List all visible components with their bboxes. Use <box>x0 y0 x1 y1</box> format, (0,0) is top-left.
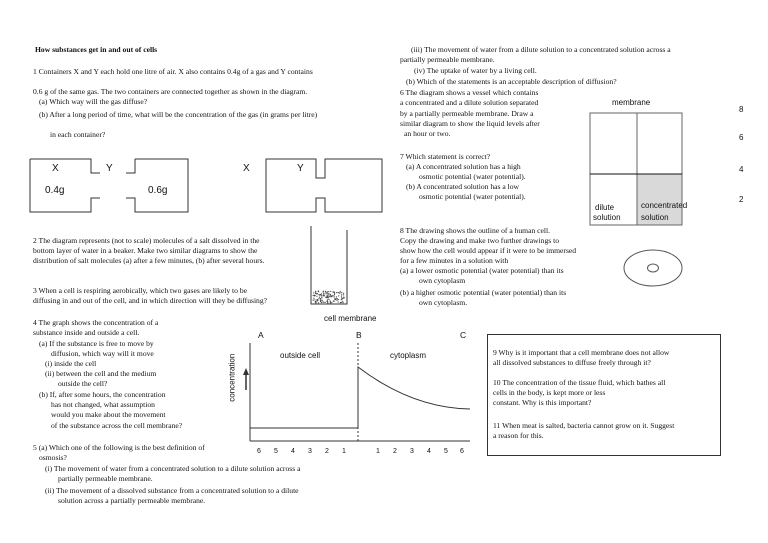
salt-molecule <box>331 302 332 303</box>
salt-molecule <box>336 300 337 301</box>
tick-label: 2 <box>393 448 397 455</box>
salt-molecule <box>328 299 329 300</box>
salt-molecule <box>318 302 319 303</box>
salt-molecule <box>314 295 315 296</box>
salt-molecule <box>327 291 328 292</box>
salt-molecule <box>315 302 316 303</box>
salt-molecule <box>330 291 331 292</box>
salt-molecule <box>338 295 339 296</box>
salt-molecule <box>343 298 344 299</box>
tick-label: 6 <box>460 448 464 455</box>
salt-molecule <box>322 301 323 302</box>
concentrated-label: concentrated <box>641 201 688 210</box>
salt-molecule <box>341 294 342 295</box>
salt-molecule <box>325 293 326 294</box>
human-cell-drawing <box>624 250 682 286</box>
q1-line: 1 Containers X and Y each hold one litre of air. X also contains 0.4g of a gas and Y contains <box>33 67 313 76</box>
salt-molecule <box>341 295 342 296</box>
salt-molecule <box>338 299 339 300</box>
q5-line: (iv) The uptake of water by a living cell. <box>414 66 537 75</box>
salt-molecule <box>325 291 326 292</box>
q2-line: bottom layer of water in a beaker. Make two similar diagrams to show the <box>33 246 258 255</box>
scale-label: 8 <box>739 105 744 114</box>
salt-molecule <box>338 301 339 302</box>
salt-molecule <box>321 302 322 303</box>
q8-line: for a few minutes in a solution with <box>400 256 509 265</box>
salt-molecule <box>320 298 321 299</box>
dilute-label: solution <box>593 213 621 222</box>
salt-molecule <box>343 302 344 303</box>
salt-molecule <box>313 298 314 299</box>
q4-line: substance inside and outside a cell. <box>33 328 140 337</box>
graph-label-b: B <box>356 330 362 340</box>
q4-line: (ii) between the cell and the medium <box>45 369 157 378</box>
salt-molecule <box>321 293 322 294</box>
q7-line: (b) A concentrated solution has a low <box>406 182 520 191</box>
q6-line: by a partially permeable membrane. Draw a <box>400 109 534 118</box>
q5-line: 5 (a) Which one of the following is the best definition of <box>33 443 205 452</box>
salt-molecule <box>343 294 344 295</box>
q5-line: (i) The movement of water from a concentrated solution to a dilute solution across a <box>45 464 301 473</box>
q2-line: 2 The diagram represents (not to scale) molecules of a salt dissolved in the <box>33 236 260 245</box>
tick-label: 3 <box>410 448 414 455</box>
graph-y-label: concentration <box>227 353 237 402</box>
salt-molecule <box>341 302 342 303</box>
salt-molecule <box>321 295 322 296</box>
outside-cell-label: outside cell <box>280 351 321 360</box>
salt-molecule <box>325 297 326 298</box>
q3-line: diffusing in and out of the cell, and in which direction will they be diffusing? <box>33 296 268 305</box>
salt-molecule <box>315 293 316 294</box>
q8-line: Copy the drawing and make two further drawings to <box>400 236 560 245</box>
salt-molecules <box>313 290 345 303</box>
salt-molecule <box>327 295 328 296</box>
dilute-label: dilute <box>595 203 615 212</box>
salt-molecule <box>315 301 316 302</box>
cytoplasm-label: cytoplasm <box>390 351 427 360</box>
salt-molecule <box>342 298 343 299</box>
q1-line: 0.6 g of the same gas. The two containers are connected together as shown in the diagram. <box>33 87 308 96</box>
salt-molecule <box>313 300 314 301</box>
salt-molecule <box>314 299 315 300</box>
amount-y: 0.6g <box>148 185 168 196</box>
salt-molecule <box>321 300 322 301</box>
tick-label: 1 <box>342 448 346 455</box>
q10-line: cells in the body, is kept more or less <box>493 388 606 397</box>
salt-molecule <box>334 296 335 297</box>
q6-line: an hour or two. <box>404 129 451 138</box>
salt-molecule <box>341 299 342 300</box>
arrow-head <box>243 368 249 375</box>
page-title: How substances get in and out of cells <box>35 45 158 54</box>
salt-molecule <box>323 294 324 295</box>
label-x-2: X <box>243 163 250 174</box>
salt-molecule <box>316 296 317 297</box>
salt-molecule <box>317 299 318 300</box>
q3-line: 3 When a cell is respiring aerobically, which two gases are likely to be <box>33 286 248 295</box>
q8-line: (a) a lower osmotic potential (water potential) than its <box>400 266 564 275</box>
salt-molecule <box>323 291 324 292</box>
q8-line: show how the cell would appear if it were to be immersed <box>400 246 577 255</box>
salt-molecule <box>338 292 339 293</box>
salt-molecule <box>329 296 330 297</box>
q5-line: partially permeable membrane. <box>58 474 153 483</box>
salt-molecule <box>319 295 320 296</box>
salt-molecule <box>330 302 331 303</box>
salt-molecule <box>327 297 328 298</box>
salt-molecule <box>330 294 331 295</box>
q4-line: 4 The graph shows the concentration of a <box>33 318 159 327</box>
q5-line: solution across a partially permeable membrane. <box>58 496 206 505</box>
scale-label: 4 <box>739 165 744 174</box>
q4-line: (b) If, after some hours, the concentration <box>39 390 166 399</box>
q1-line: in each container? <box>50 130 106 139</box>
graph-label-a: A <box>258 330 264 340</box>
q4-line: (a) If the substance is free to move by <box>39 339 154 348</box>
q1-line: (a) Which way will the gas diffuse? <box>39 97 148 106</box>
salt-molecule <box>313 292 314 293</box>
salt-molecule <box>317 293 318 294</box>
tick-label: 6 <box>257 448 261 455</box>
q5-line: (b) Which of the statements is an acceptable description of diffusion? <box>406 77 617 86</box>
salt-molecule <box>321 296 322 297</box>
salt-molecule <box>327 301 328 302</box>
tick-label: 4 <box>427 448 431 455</box>
q8-line: own cytoplasm. <box>419 298 468 307</box>
q1-line: (b) After a long period of time, what will be the concentration of the gas (in grams per litre) <box>39 110 318 119</box>
salt-molecule <box>323 292 324 293</box>
q7-line: (a) A concentrated solution has a high <box>406 162 521 171</box>
salt-molecule <box>327 299 328 300</box>
label-y-2: Y <box>297 163 304 174</box>
salt-molecule <box>332 291 333 292</box>
q7-line: osmotic potential (water potential). <box>419 192 526 201</box>
salt-molecule <box>342 301 343 302</box>
tick-label: 5 <box>274 448 278 455</box>
tick-label: 2 <box>325 448 329 455</box>
q7-line: osmotic potential (water potential). <box>419 172 526 181</box>
label-y: Y <box>106 163 113 174</box>
salt-molecule <box>333 300 334 301</box>
salt-molecule <box>333 295 334 296</box>
cell-membrane-label: cell membrane <box>324 314 377 323</box>
salt-molecule <box>319 297 320 298</box>
salt-molecule <box>328 293 329 294</box>
q5-line: partially permeable membrane. <box>400 55 495 64</box>
q4-line: of the substance across the cell membrane? <box>51 421 183 430</box>
q11-line: 11 When meat is salted, bacteria cannot grow on it. Suggest <box>493 421 675 430</box>
q9-line: 9 Why is it important that a cell membrane does not allow <box>493 348 670 357</box>
q5-line: (iii) The movement of water from a dilute solution to a concentrated solution across a <box>411 45 671 54</box>
graph-label-c: C <box>460 330 467 340</box>
salt-molecule <box>328 291 329 292</box>
salt-molecule <box>341 292 342 293</box>
amount-x: 0.4g <box>45 185 65 196</box>
q8-line: own cytoplasm <box>419 276 466 285</box>
salt-molecule <box>334 294 335 295</box>
q11-line: a reason for this. <box>493 431 544 440</box>
q8-line: 8 The drawing shows the outline of a human cell. <box>400 226 551 235</box>
salt-molecule <box>327 302 328 303</box>
scale-label: 6 <box>739 133 744 142</box>
containers-diagram-2 <box>266 159 382 212</box>
salt-molecule <box>343 297 344 298</box>
q4-line: would you make about the movement <box>51 410 166 419</box>
tick-label: 1 <box>376 448 380 455</box>
salt-molecule <box>339 293 340 294</box>
q4-line: outside the cell? <box>58 379 108 388</box>
concentrated-label: solution <box>641 213 669 222</box>
tick-label: 4 <box>291 448 295 455</box>
q4-line: diffusion, which way will it move <box>51 349 154 358</box>
q9-line: all dissolved substances to diffuse freely through it? <box>493 358 651 367</box>
cytoplasm-curve <box>358 367 470 428</box>
salt-molecule <box>336 292 337 293</box>
salt-molecule <box>334 292 335 293</box>
salt-molecule <box>325 302 326 303</box>
q10-line: 10 The concentration of the tissue fluid, which bathes all <box>493 378 666 387</box>
scale-label: 2 <box>739 195 744 204</box>
tick-label: 3 <box>308 448 312 455</box>
tick-label: 5 <box>444 448 448 455</box>
salt-molecule <box>316 301 317 302</box>
salt-molecule <box>340 291 341 292</box>
salt-molecule <box>320 294 321 295</box>
q7-line: 7 Which statement is correct? <box>400 152 491 161</box>
q10-line: constant. Why is this important? <box>493 398 592 407</box>
salt-molecule <box>320 299 321 300</box>
q4-line: (i) inside the cell <box>45 359 97 368</box>
salt-molecule <box>318 298 319 299</box>
salt-molecule <box>318 294 319 295</box>
q6-line: similar diagram to show the liquid levels after <box>400 119 540 128</box>
q5-line: osmosis? <box>39 453 67 462</box>
salt-molecule <box>321 297 322 298</box>
salt-molecule <box>335 298 336 299</box>
salt-molecule <box>328 297 329 298</box>
salt-molecule <box>320 300 321 301</box>
salt-molecule <box>318 290 319 291</box>
q8-line: (b) a higher osmotic potential (water potential) than its <box>400 288 567 297</box>
salt-molecule <box>336 296 337 297</box>
salt-molecule <box>315 291 316 292</box>
salt-molecule <box>332 295 333 296</box>
q2-line: distribution of salt molecules (a) after a few minutes, (b) after several hours. <box>33 256 265 265</box>
q6-line: 6 The diagram shows a vessel which contains <box>400 88 539 97</box>
q4-line: has not changed, what assumption <box>51 400 155 409</box>
membrane-label: membrane <box>612 98 651 107</box>
q5-line: (ii) The movement of a dissolved substance from a concentrated solution to a dilute <box>45 486 299 495</box>
q6-line: a concentrated and a dilute solution separated <box>400 98 539 107</box>
label-x: X <box>52 163 59 174</box>
salt-molecule <box>343 293 344 294</box>
